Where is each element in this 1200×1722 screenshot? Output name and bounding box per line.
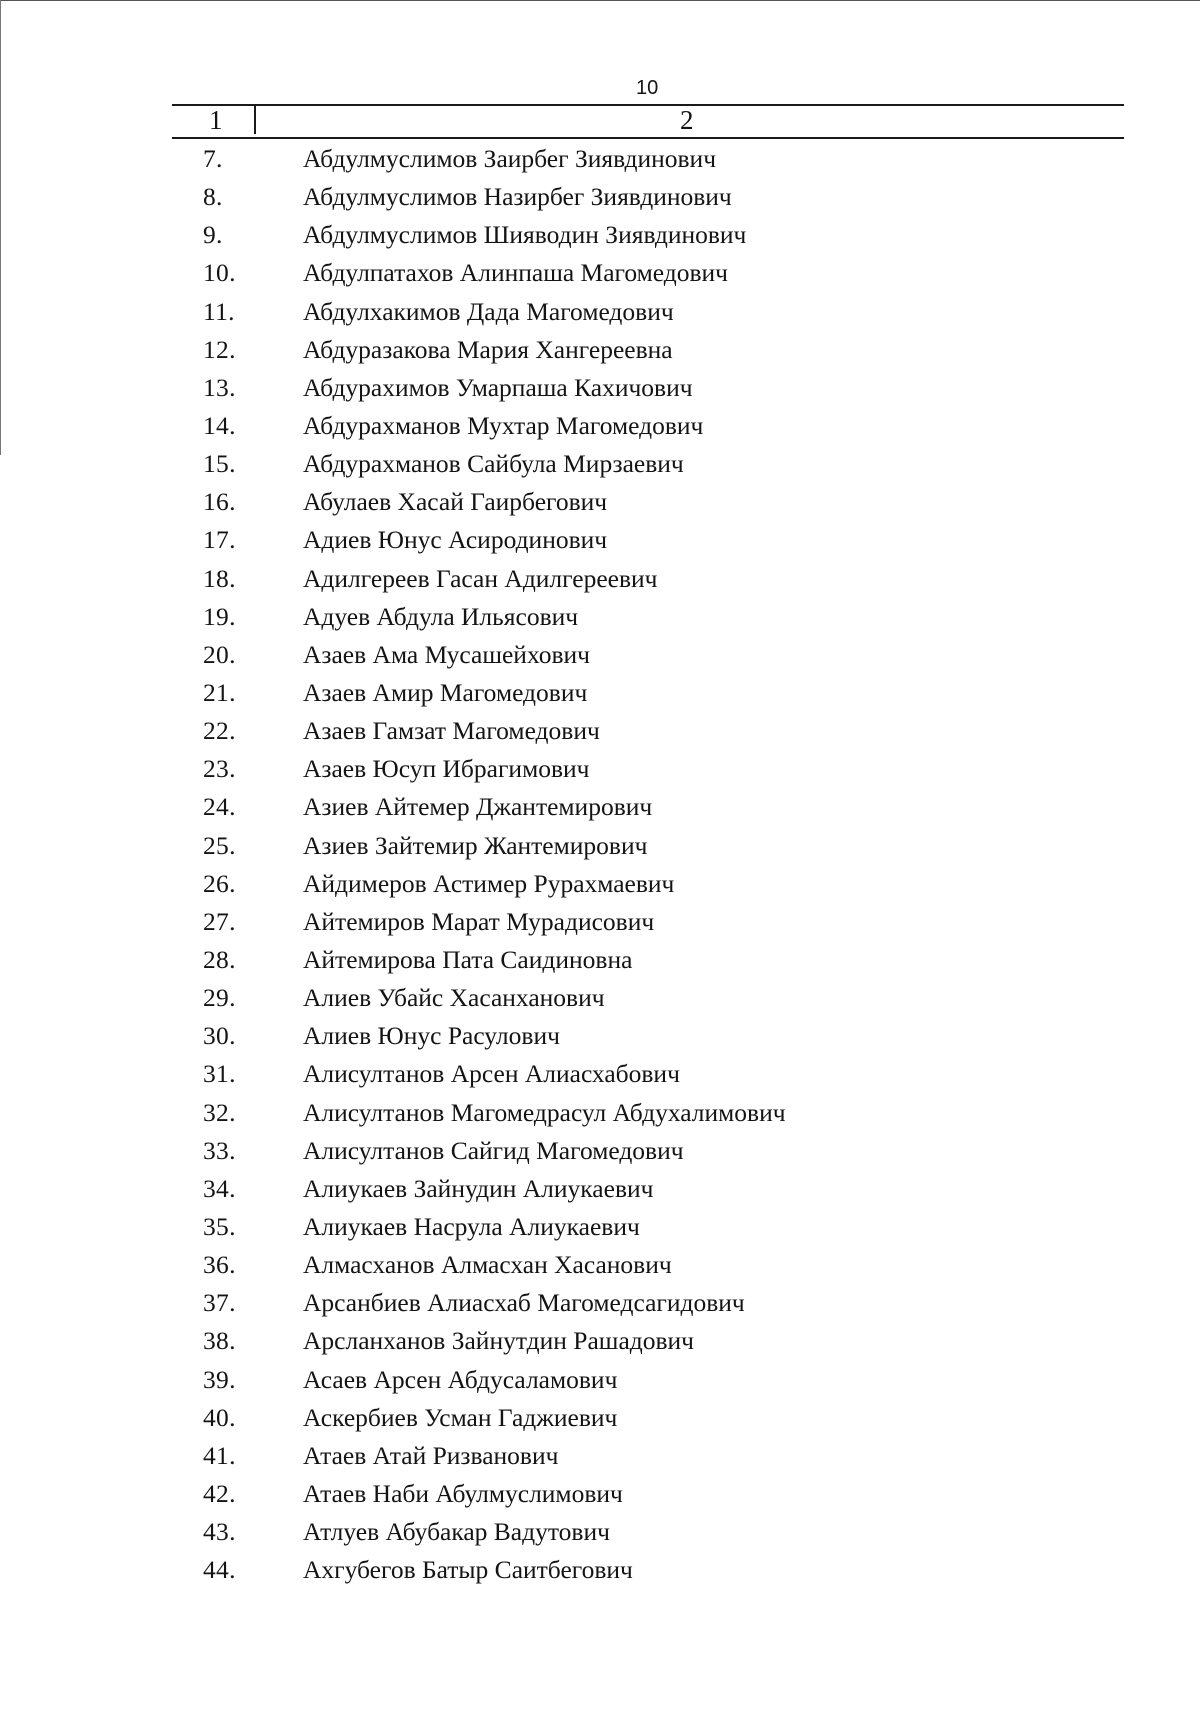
- row-number: 18.: [203, 563, 236, 593]
- list-item: [0, 865, 1200, 903]
- row-name: Арсланханов Зайнутдин Рашадович: [303, 1326, 694, 1356]
- row-number: 43.: [203, 1517, 236, 1547]
- row-name: Абдурахманов Мухтар Магомедович: [303, 410, 704, 440]
- row-name: Азаев Ама Мусашейхович: [303, 639, 590, 669]
- row-name: Алиев Убайс Хасанханович: [303, 983, 605, 1013]
- list-item: [0, 1246, 1200, 1284]
- list-item: [0, 674, 1200, 712]
- row-number: 14.: [203, 410, 236, 440]
- row-name: Абдулмуслимов Шияводин Зиявдинович: [303, 220, 747, 250]
- row-name: Абдуразакова Мария Хангереевна: [303, 334, 673, 364]
- row-name: Азаев Юсуп Ибрагимович: [303, 754, 590, 784]
- row-name: Алисултанов Магомедрасул Абдухалимович: [303, 1097, 786, 1127]
- list-item: [0, 521, 1200, 559]
- list-item: [0, 178, 1200, 216]
- row-number: 10.: [203, 258, 236, 288]
- list-item: [0, 598, 1200, 636]
- list-item: [0, 788, 1200, 826]
- row-name: Айтемирова Пата Саидиновна: [303, 944, 633, 974]
- row-number: 41.: [203, 1440, 236, 1470]
- row-name: Абдулмуслимов Заирбег Зиявдинович: [303, 144, 717, 173]
- row-number: 28.: [203, 944, 236, 974]
- row-name: Абдулпатахов Алинпаша Магомедович: [303, 258, 728, 288]
- list-item: [0, 1284, 1200, 1322]
- row-name: Айтемиров Марат Мурадисович: [303, 906, 655, 936]
- row-number: 7.: [203, 144, 223, 173]
- row-number: 12.: [203, 334, 236, 364]
- row-name: Атлуев Абубакар Вадутович: [303, 1517, 610, 1547]
- column-header-1: 1: [209, 105, 223, 135]
- list-item: [0, 1094, 1200, 1132]
- list-item: [0, 903, 1200, 941]
- row-number: 35.: [203, 1211, 236, 1241]
- row-name: Азаев Амир Магомедович: [303, 677, 588, 707]
- row-number: 44.: [203, 1555, 236, 1585]
- list-item: [0, 1208, 1200, 1246]
- list-item: [0, 560, 1200, 598]
- row-name: Алмасханов Алмасхан Хасанович: [303, 1250, 672, 1280]
- row-number: 37.: [203, 1288, 236, 1318]
- row-name: Атаев Атай Ризванович: [303, 1440, 559, 1470]
- row-name: Абдурахманов Сайбула Мирзаевич: [303, 449, 684, 479]
- row-number: 42.: [203, 1478, 236, 1508]
- row-number: 13.: [203, 372, 236, 402]
- row-number: 21.: [203, 677, 236, 707]
- row-name: Алисултанов Арсен Алиасхабович: [303, 1059, 680, 1089]
- row-number: 31.: [203, 1059, 236, 1089]
- page-number: 10: [636, 77, 659, 99]
- row-name: Ахгубегов Батыр Саитбегович: [303, 1555, 633, 1585]
- list-item: [0, 407, 1200, 445]
- row-name: Абулаев Хасай Гаирбегович: [303, 487, 608, 517]
- row-number: 34.: [203, 1173, 236, 1203]
- row-name: Алисултанов Сайгид Магомедович: [303, 1135, 684, 1165]
- row-name: Атаев Наби Абулмуслимович: [303, 1478, 623, 1508]
- list-item: [0, 827, 1200, 865]
- list-item: [0, 1322, 1200, 1360]
- list-item: [0, 712, 1200, 750]
- list-item: [0, 369, 1200, 407]
- row-name: Азиев Айтемер Джантемирович: [303, 792, 653, 822]
- list-item: [0, 979, 1200, 1017]
- list-item: [0, 1361, 1200, 1399]
- list-item: [0, 483, 1200, 521]
- row-name: Алиукаев Зайнудин Алиукаевич: [303, 1173, 654, 1203]
- row-number: 22.: [203, 716, 236, 746]
- row-number: 11.: [203, 296, 235, 326]
- table-header-bottom-rule: [172, 137, 1124, 139]
- row-name: Адиев Юнус Асиродинович: [303, 525, 608, 555]
- row-number: 23.: [203, 754, 236, 784]
- row-number: 40.: [203, 1402, 236, 1432]
- list-item: [0, 1437, 1200, 1475]
- list-item: [0, 293, 1200, 331]
- list-item: [0, 254, 1200, 292]
- table-header-divider: [254, 104, 256, 134]
- row-name: Адилгереев Гасан Адилгереевич: [303, 563, 658, 593]
- row-name: Адуев Абдула Ильясович: [303, 601, 579, 631]
- list-item: [0, 636, 1200, 674]
- list-item: [0, 1170, 1200, 1208]
- row-number: 27.: [203, 906, 236, 936]
- list-item: [0, 1551, 1200, 1589]
- row-name: Алиев Юнус Расулович: [303, 1021, 560, 1051]
- row-name: Абдурахимов Умарпаша Кахичович: [303, 372, 693, 402]
- row-number: 29.: [203, 983, 236, 1013]
- table-header-top-rule: [172, 104, 1124, 106]
- row-number: 32.: [203, 1097, 236, 1127]
- row-number: 25.: [203, 830, 236, 860]
- list-item: [0, 1513, 1200, 1551]
- row-name: Азиев Зайтемир Жантемирович: [303, 830, 648, 860]
- row-number: 17.: [203, 525, 236, 555]
- list-item: [0, 1017, 1200, 1055]
- row-number: 8.: [203, 182, 223, 212]
- row-number: 26.: [203, 868, 236, 898]
- row-name: Алиукаев Насрула Алиукаевич: [303, 1211, 640, 1241]
- row-number: 16.: [203, 487, 236, 517]
- list-item: [0, 750, 1200, 788]
- row-number: 30.: [203, 1021, 236, 1051]
- list-item: [0, 1399, 1200, 1437]
- row-name: Арсанбиев Алиасхаб Магомедсагидович: [303, 1288, 745, 1318]
- row-number: 33.: [203, 1135, 236, 1165]
- row-name: Аскербиев Усман Гаджиевич: [303, 1402, 618, 1432]
- column-header-2: 2: [680, 105, 694, 135]
- row-number: 24.: [203, 792, 236, 822]
- row-number: 36.: [203, 1250, 236, 1280]
- row-name: Асаев Арсен Абдусаламович: [303, 1364, 618, 1394]
- list-item: [0, 216, 1200, 254]
- row-name: Айдимеров Астимер Рурахмаевич: [303, 868, 675, 898]
- row-number: 15.: [203, 449, 236, 479]
- row-name: Азаев Гамзат Магомедович: [303, 716, 600, 746]
- row-number: 19.: [203, 601, 236, 631]
- row-number: 20.: [203, 639, 236, 669]
- list-item: [0, 331, 1200, 369]
- row-number: 9.: [203, 220, 223, 250]
- list-item: [0, 941, 1200, 979]
- name-list: [0, 140, 1200, 1589]
- row-name: Абдулмуслимов Назирбег Зиявдинович: [303, 182, 732, 212]
- list-item: [0, 140, 1200, 178]
- list-item: [0, 1475, 1200, 1513]
- scan-top-edge-line: [0, 0, 1200, 1]
- list-item: [0, 1055, 1200, 1093]
- list-item: [0, 445, 1200, 483]
- row-number: 38.: [203, 1326, 236, 1356]
- row-name: Абдулхакимов Дада Магомедович: [303, 296, 674, 326]
- row-number: 39.: [203, 1364, 236, 1394]
- list-item: [0, 1132, 1200, 1170]
